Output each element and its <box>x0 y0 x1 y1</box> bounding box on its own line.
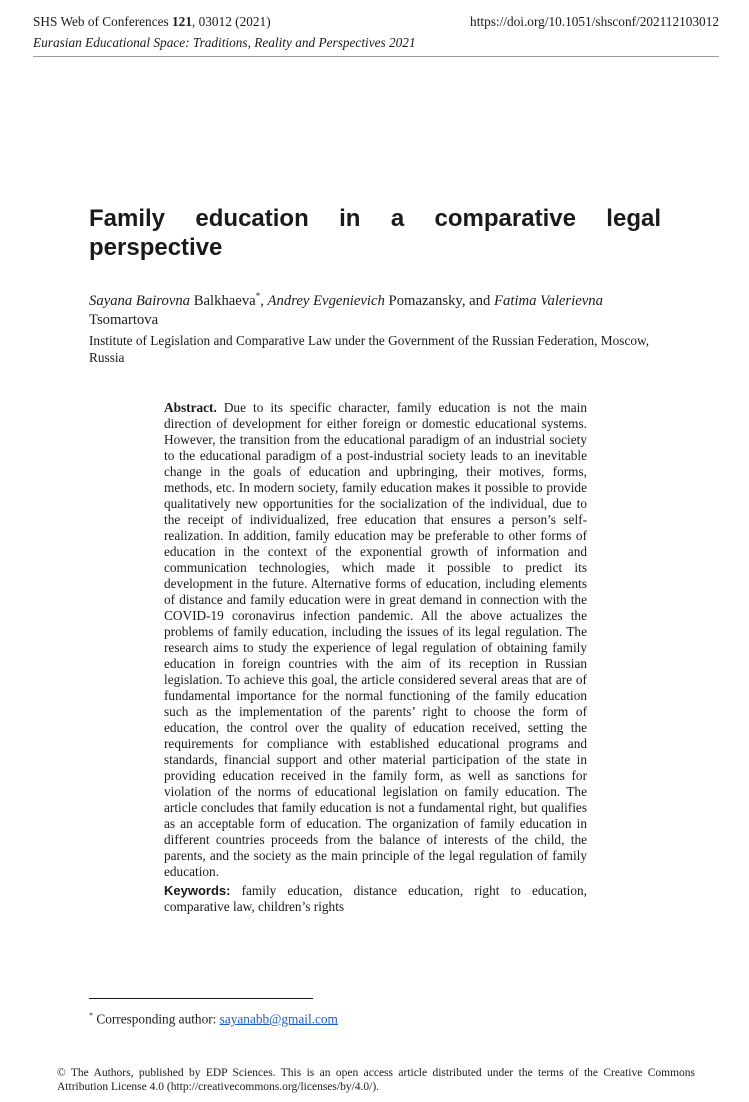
header-divider <box>33 56 719 57</box>
corresponding-mark: * <box>255 291 261 301</box>
email-link[interactable]: sayanabb@gmail.com <box>219 1011 338 1027</box>
running-header <box>33 14 719 32</box>
author-given-name: Sayana Bairovna <box>89 292 191 309</box>
author-family-name: Balkhaeva <box>190 292 256 309</box>
keywords-label: Keywords: <box>164 883 231 898</box>
proceedings-title: Eurasian Educational Space: Traditions, Reality and Perspectives 2021 <box>33 35 416 50</box>
volume-number: 121 <box>172 14 192 29</box>
affiliation: Institute of Legislation and Comparative Law under the Government of the Russian Federation, Moscow, Russia <box>89 333 650 365</box>
author-given-name: Fatima Valerievna <box>494 292 603 309</box>
keywords <box>164 883 587 915</box>
doi-link[interactable]: https://doi.org/10.1051/shsconf/202112103012 <box>470 14 719 29</box>
abstract <box>164 400 587 880</box>
paper-title: Family education in a comparative legal perspective <box>89 205 661 261</box>
footnote-divider <box>89 998 313 999</box>
author-given-name: Andrey Evgenievich <box>267 292 385 309</box>
author-family-name: Pomazansky, and <box>384 292 495 309</box>
corresponding-author-footnote: * Corresponding author: sayanabb@gmail.com <box>89 1011 338 1027</box>
license-notice: © The Authors, published by EDP Sciences. This is an open access article distributed under the terms of the Creative Commons Attribution License 4.0 (http://creativecommons.org/licenses/by/4.0/). <box>57 1067 695 1093</box>
conference-citation: SHS Web of Conferences 121, 03012 (2021) <box>33 14 271 29</box>
abstract-label: Abstract. <box>164 400 217 415</box>
keywords-text: family education, distance education, right to education, comparative law, children’s rights <box>164 883 587 914</box>
abstract-text: Due to its specific character, family education is not the main direction of development for either foreign or domestic educational systems. However, the transition from the educational paradigm of an industrial society to the educational paradigm of a post-industrial society leads to an inevitable change in the goals of education and upbringing, their motives, forms, methods, etc. In modern society, family education makes it possible to provide qualitatively new opportunities for the socialization of the individual, due to the receipt of individualized, free education that ensures a person’s self-realization. In addition, family education may be preferable to other forms of education in the context of the exponential growth of information and communication technologies, which made it possible to predict its development in the future. Alternative forms of education, including elements of distance and family education were in great demand in connection with the COVID-19 coronavirus infection pandemic. All the above actualizes the problems of family education, including the issues of its legal regulation. The research aims to study the experience of legal regulation of obtaining family education in foreign countries with the aim of its reception in Russian legislation. To achieve this goal, the article considered several areas that are of fundamental importance for the normal functioning of the family education such as the implementation of the parents’ right to choose the form of education, the control over the quality of education received, setting the requirements for compliance with established educational programs and standards, financial support and other material participation of the state in providing education received in the family form, as well as sanctions for violation of the norms of educational legislation on family education. The article concludes that family education is not a fundamental right, but qualifies as an acceptable form of education. The organization of family education in different countries proceeds from the balance of interests of the child, the parents, and the society as the main principle of the legal regulation of family education. <box>164 400 587 879</box>
author-list: Sayana Bairovna Balkhaeva*, Andrey Evgenievich Pomazansky, and Fatima Valerievna Tsomartova <box>89 291 603 328</box>
author-family-name: Tsomartova <box>89 311 159 328</box>
